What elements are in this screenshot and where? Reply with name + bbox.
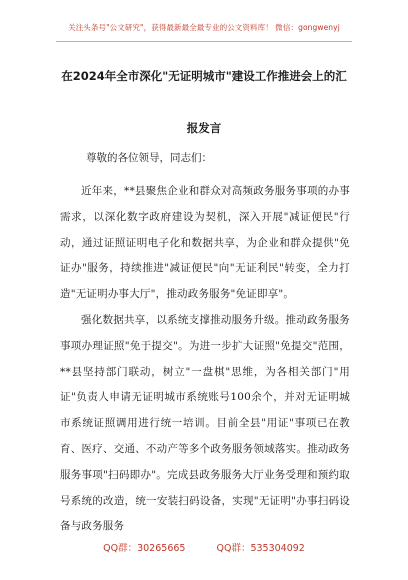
paragraph: 强化数据共享，以系统支撑推动服务升级。推动政务服务事项办理证照"免于提交"。为进一步扩大证照"免提交"范围，**县坚持部门联动，树立"一盘棋"思维，为各相关部门"用证"负责人申请无证明城市系统账号100余个，并对无证明城市系统证照调用进行统一培训。目前全县"用证"事项已在教育、医疗、交通、不动产等多个政务服务领域落实。推动政务服务事项"扫码即办"。完成县政务服务大厅业务受理和预约取号系统的改造，统一安装扫码设备，实现"无证明"办事扫码设备与政务服务: [60, 313, 350, 533]
body-text: [60, 179, 350, 540]
qq-group-1: QQ群：30265665: [103, 543, 186, 554]
qq-group-2: QQ群：535304092: [216, 543, 305, 554]
paragraph: 近年来，**县聚焦企业和群众对高频政务服务事项的办事需求，以深化数字政府建设为契机，深入开展"减证便民"行动，通过证照证明电子化和数据共享，为企业和群众提供"免证办"服务，持续推进"减证便民"向"无证利民"转变，全力打造"无证明办事大厅"，推动政务服务"免证即享"。: [60, 185, 350, 301]
document-title-continued: 报发言: [186, 121, 222, 135]
salutation: 尊敬的各位领导，同志们：: [86, 152, 212, 164]
document-title: 在2024年全市深化"无证明城市"建设工作推进会上的汇: [61, 69, 347, 83]
top-banner: 关注头条号"公文研究"，获得最新最全最专业的公文资料库！ 微信：gongwenyj: [68, 23, 340, 32]
header-divider: [56, 41, 352, 42]
bottom-banner: [0, 540, 408, 554]
